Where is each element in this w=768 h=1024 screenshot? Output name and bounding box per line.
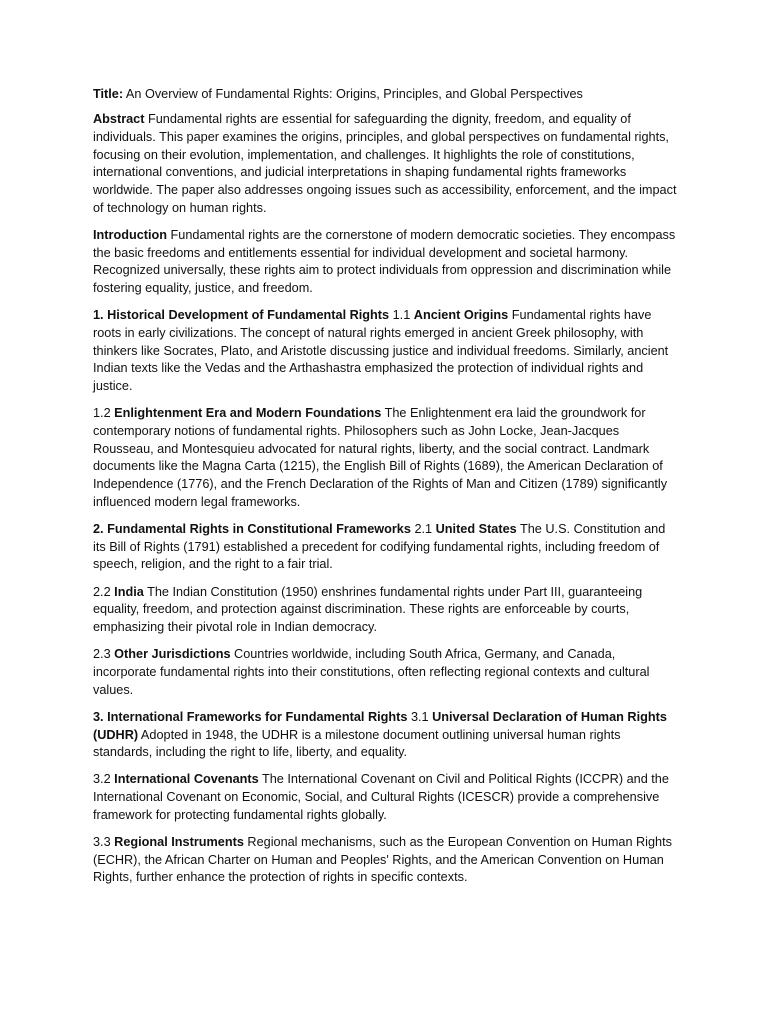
- title-label: Title:: [93, 87, 124, 101]
- abstract-paragraph: [93, 111, 679, 217]
- introduction-paragraph: [93, 227, 679, 298]
- section-3-3-text: Regional mechanisms, such as the European Convention on Human Rights (ECHR), the African Charter on Human and Peoples' Rights, and the American Convention on Human Rights, further enhance the protection of rights in specific contexts.: [93, 835, 672, 885]
- section-2-3-heading: Other Jurisdictions: [114, 647, 231, 662]
- section-3-1-text: Adopted in 1948, the UDHR is a milestone document outlining universal human rights standards, including the right to life, liberty, and equality.: [93, 727, 621, 760]
- section-3-1-number: 3.1: [407, 709, 433, 724]
- section-3-3-heading: Regional Instruments: [114, 835, 244, 850]
- section-1-2-text: The Enlightenment era laid the groundwork for contemporary notions of fundamental rights. Philosophers such as John Locke, Jean-Jacques Rousseau, and Montesquieu advocated for natural rights, liberty, and the social contract. Landmark documents like the Magna Carta (1215), the English Bill of Rights (1689), the American Declaration of Independence (1776), and the French Declaration of the Rights of Man and Citizen (1789) significantly influenced modern legal frameworks.: [93, 406, 668, 509]
- section-2-1-number: 2.1: [410, 521, 436, 536]
- section-2-heading: 2. Fundamental Rights in Constitutional Frameworks: [93, 521, 411, 536]
- section-3-3-paragraph: [93, 834, 679, 887]
- section-1-1-heading: Ancient Origins: [413, 308, 509, 323]
- section-1-1-text: Fundamental rights have roots in early civilizations. The concept of natural rights emerged in ancient Greek philosophy, with thinkers like Socrates, Plato, and Aristotle discussing justice and individual freedoms. Similarly, ancient Indian texts like the Vedas and the Arthashastra emphasized the protection of individual rights and justice.: [93, 308, 669, 394]
- section-1-2-paragraph: [93, 405, 679, 511]
- abstract-label: Abstract: [93, 112, 145, 127]
- section-2-3-paragraph: [93, 646, 679, 699]
- introduction-label: Introduction: [93, 227, 167, 242]
- document-page: [93, 86, 679, 897]
- section-3-2-paragraph: [93, 771, 679, 824]
- section-1-1-number: 1.1: [389, 308, 414, 323]
- section-3-1-heading: Universal Declaration of Human Rights (UDHR): [93, 709, 667, 742]
- section-1-2-heading: Enlightenment Era and Modern Foundations: [114, 406, 382, 421]
- section-2-1-text: The U.S. Constitution and its Bill of Rights (1791) established a precedent for codifying fundamental rights, including freedom of speech, religion, and the right to a fair trial.: [93, 521, 666, 572]
- section-2-2-heading: India: [114, 584, 144, 599]
- section-3-2-number: 3.2: [93, 772, 115, 787]
- section-3-3-number: 3.3: [93, 835, 115, 850]
- section-3-paragraph: [93, 709, 679, 762]
- section-3-2-text: The International Covenant on Civil and Political Rights (ICCPR) and the International Covenant on Economic, Social, and Cultural Rights (ICESCR) provide a comprehensive framework for protecting fundamental rights globally.: [93, 772, 669, 822]
- section-2-1-heading: United States: [435, 521, 517, 536]
- section-3-2-heading: International Covenants: [114, 772, 259, 787]
- section-2-3-text: Countries worldwide, including South Africa, Germany, and Canada, incorporate fundamental rights into their constitutions, often reflecting regional contexts and cultural values.: [93, 647, 650, 697]
- section-2-2-text: The Indian Constitution (1950) enshrines fundamental rights under Part III, guaranteeing equality, freedom, and protection against discrimination. These rights are enforceable by courts, emphasizing their pivotal role in Indian democracy.: [93, 584, 643, 634]
- section-1-heading: 1. Historical Development of Fundamental Rights: [93, 308, 390, 323]
- section-2-paragraph: [93, 521, 679, 574]
- section-1-2-number: 1.2: [93, 406, 115, 421]
- abstract-text: Fundamental rights are essential for safeguarding the dignity, freedom, and equality of individuals. This paper examines the origins, principles, and global perspectives on fundamental rights, focusing on their evolution, implementation, and challenges. It highlights the role of constitutions, international conventions, and judicial interpretations in shaping fundamental rights frameworks worldwide. The paper also addresses ongoing issues such as accessibility, enforcement, and the impact of technology on human rights.: [93, 112, 677, 215]
- title-paragraph: [93, 86, 679, 104]
- section-2-3-number: 2.3: [93, 647, 115, 662]
- section-2-2-paragraph: [93, 584, 679, 637]
- introduction-text: Fundamental rights are the cornerstone of modern democratic societies. They encompass the basic freedoms and entitlements essential for individual development and societal harmony. Recognized universally, these rights aim to protect individuals from oppression and discrimination while fostering equality, justice, and freedom.: [93, 227, 676, 296]
- section-1-paragraph: [93, 307, 679, 396]
- section-3-heading: 3. International Frameworks for Fundamental Rights: [93, 709, 408, 724]
- title-text: An Overview of Fundamental Rights: Origins, Principles, and Global Perspectives: [123, 87, 583, 101]
- section-2-2-number: 2.2: [93, 584, 115, 599]
